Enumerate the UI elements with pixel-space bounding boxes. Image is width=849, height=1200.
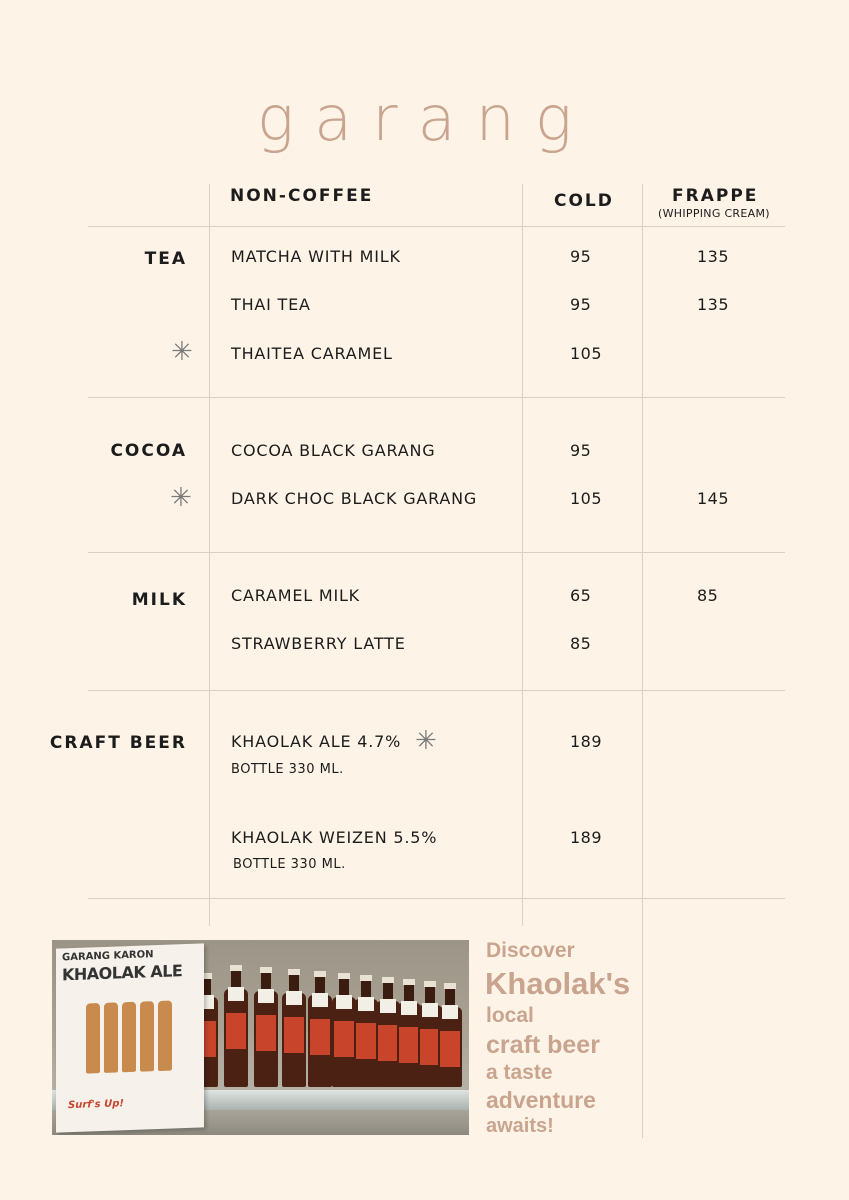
recommended-star-icon: ✳ [171, 337, 193, 367]
price-frappe: 85 [697, 586, 719, 605]
price-cold: 65 [570, 586, 592, 605]
menu-item-name: COCOA BLACK GARANG [231, 441, 436, 460]
section-title: NON-COFFEE [230, 186, 374, 206]
menu-item-name: DARK CHOC BLACK GARANG [231, 489, 478, 508]
garang-logo: garang [256, 82, 593, 155]
divider-vertical [522, 184, 523, 926]
column-header-cold: COLD [554, 191, 614, 211]
menu-item-note: BOTTLE 330 ML. [233, 857, 346, 872]
promo-line: Khaolak's [485, 966, 631, 1001]
menu-item-name: KHAOLAK WEIZEN 5.5% [231, 828, 438, 847]
menu-item-name: MATCHA WITH MILK [231, 247, 401, 266]
promo-line: craft beer [486, 1031, 600, 1059]
promo-line: adventure [486, 1087, 596, 1113]
divider-horizontal [88, 226, 785, 227]
category-milk: MILK [131, 590, 187, 610]
divider-horizontal [88, 552, 785, 553]
menu-item-name: STRAWBERRY LATTE [231, 634, 406, 653]
promo-line: local [486, 1004, 534, 1027]
price-cold: 189 [570, 732, 603, 751]
menu-item-name: KHAOLAK ALE 4.7% [231, 732, 402, 751]
price-frappe: 145 [697, 489, 730, 508]
recommended-star-icon: ✳ [170, 483, 192, 513]
menu-item-name: THAI TEA [231, 295, 311, 314]
divider-vertical [642, 184, 643, 1138]
divider-vertical [209, 184, 210, 926]
price-cold: 105 [570, 489, 603, 508]
category-cocoa: COCOA [110, 441, 187, 461]
divider-horizontal [88, 397, 785, 398]
poster-brand: GARANG KARON [62, 949, 154, 964]
price-frappe: 135 [697, 247, 730, 266]
price-cold: 95 [570, 295, 592, 314]
divider-horizontal [88, 690, 785, 691]
price-cold: 95 [570, 247, 592, 266]
menu-item-name: THAITEA CARAMEL [231, 344, 393, 363]
menu-item-note: BOTTLE 330 ML. [231, 762, 344, 777]
price-cold: 85 [570, 634, 592, 653]
poster-title: KHAOLAK ALE [62, 961, 183, 985]
promo-line: a taste [486, 1061, 553, 1084]
price-frappe: 135 [697, 295, 730, 314]
price-cold: 105 [570, 344, 603, 363]
promo-line: Discover [486, 939, 575, 962]
column-header-frappe: FRAPPE [672, 186, 759, 206]
promo-line: awaits! [486, 1115, 554, 1137]
price-cold: 95 [570, 441, 592, 460]
column-header-frappe-note: (WHIPPING CREAM) [658, 207, 770, 220]
poster-tagline: Surf's Up! [68, 1098, 124, 1112]
menu-item-name: CARAMEL MILK [231, 586, 360, 605]
price-cold: 189 [570, 828, 603, 847]
category-tea: TEA [144, 249, 187, 269]
divider-horizontal [88, 898, 785, 899]
beer-poster [56, 943, 204, 1132]
category-craft-beer: CRAFT BEER [49, 733, 187, 753]
craft-beer-photo [52, 940, 469, 1135]
recommended-star-icon: ✳ [415, 726, 437, 756]
